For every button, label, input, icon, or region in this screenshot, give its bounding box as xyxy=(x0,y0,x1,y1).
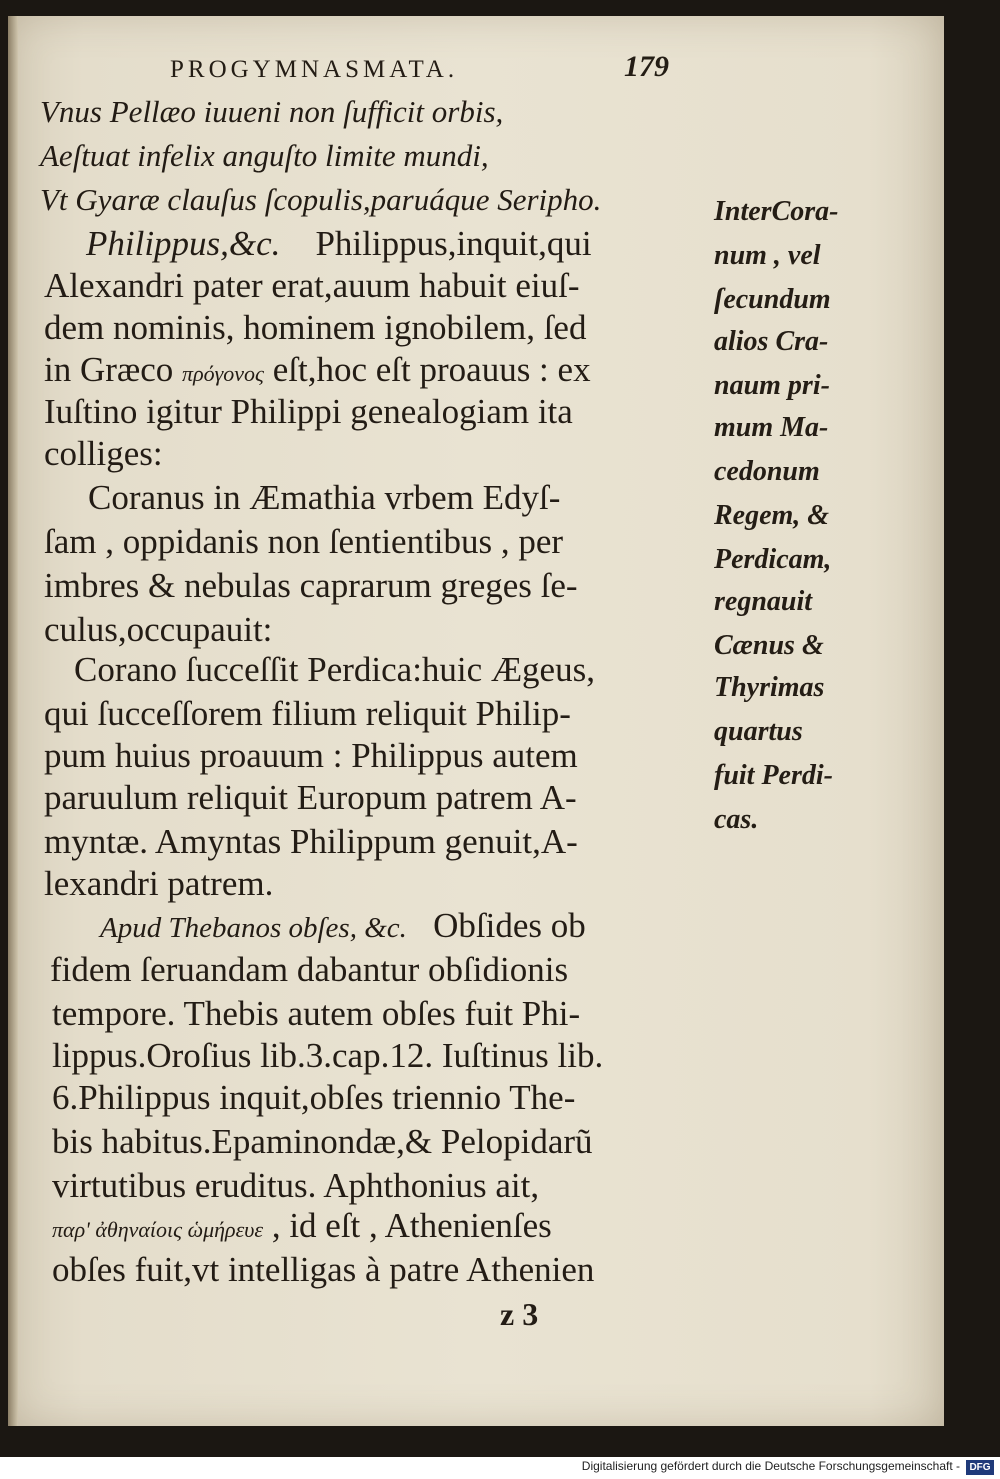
lemma: Apud Thebanos obſes, &c. xyxy=(100,912,407,944)
body-line: Coranus in Æmathia vrbem Edyſ- xyxy=(88,478,561,517)
page-number: 179 xyxy=(624,50,669,83)
line-text: eſt,hoc eſt proauus : ex xyxy=(272,350,591,389)
line-text: in Græco xyxy=(44,350,174,389)
funding-notice: Digitalisierung gefördert durch die Deutsche Forschungsgemeinschaft - xyxy=(581,1459,960,1473)
lemma: Philippus,&c. xyxy=(86,224,281,263)
body-line xyxy=(100,906,586,946)
margin-note-line: mum Ma- xyxy=(714,412,829,443)
verse-line: Aeſtuat infelix anguſto limite mundi, xyxy=(40,138,489,173)
body-line: 6.Philippus inquit,obſes triennio The- xyxy=(52,1078,576,1117)
verse-line: Vnus Pellæo iuueni non ſufficit orbis, xyxy=(40,94,504,129)
margin-note-line: Regem, & xyxy=(714,500,830,531)
body-line: Iuſtino igitur Philippi genealogiam ita xyxy=(44,392,573,431)
margin-note-line: Thyrimas xyxy=(714,672,825,703)
body-line: imbres & nebulas caprarum greges ſe- xyxy=(44,566,578,605)
body-line: colliges: xyxy=(44,434,163,473)
body-line: dem nominis, hominem ignobilem, ſed xyxy=(44,308,587,347)
verse-line: Vt Gyaræ clauſus ſcopulis,paruáque Seripho. xyxy=(40,182,602,217)
body-line: qui ſucceſſorem filium reliquit Philip- xyxy=(44,694,571,733)
running-head: PROGYMNASMATA. xyxy=(170,56,459,83)
margin-note-line: alios Cra- xyxy=(714,326,829,357)
dfg-logo[interactable]: DFG xyxy=(966,1460,994,1475)
margin-note-line: naum pri- xyxy=(714,370,830,401)
body-line: pum huius proauum : Philippus autem xyxy=(44,736,578,775)
greek-word: πρόγονος xyxy=(182,361,264,386)
margin-note-line: cedonum xyxy=(714,456,820,487)
body-line xyxy=(86,224,592,264)
body-line: virtutibus eruditus. Aphthonius ait, xyxy=(52,1166,540,1205)
signature-mark: z 3 xyxy=(500,1296,539,1332)
line-text: Philippus,inquit,qui xyxy=(315,224,592,263)
body-line xyxy=(44,350,591,390)
margin-note-line: regnauit xyxy=(714,586,813,617)
body-line: Alexandri pater erat,auum habuit eiuſ- xyxy=(44,266,580,305)
body-line: lippus.Oroſius lib.3.cap.12. Iuſtinus lib. xyxy=(52,1036,604,1075)
body-line: obſes fuit,vt intelligas à patre Athenien xyxy=(52,1250,595,1289)
body-line: paruulum reliquit Europum patrem A- xyxy=(44,778,577,817)
body-line: myntæ. Amyntas Philippum genuit,A- xyxy=(44,822,578,861)
body-line: fidem ſeruandam dabantur obſidionis xyxy=(50,950,569,989)
margin-note-line: cas. xyxy=(714,804,759,835)
footer-bar xyxy=(0,1457,1000,1479)
body-line: culus,occupauit: xyxy=(44,610,273,649)
body-line: bis habitus.Epaminondæ,& Pelopidarũ xyxy=(52,1122,593,1161)
margin-note-line: ſecundum xyxy=(714,284,831,315)
line-text: Obſides ob xyxy=(433,906,586,945)
line-text: , id eſt , Athenienſes xyxy=(271,1206,552,1245)
margin-note-line: quartus xyxy=(714,716,803,747)
page-gutter xyxy=(8,16,18,1426)
greek-phrase: παρ' ἀθηναίοις ὡμήρευε xyxy=(52,1217,264,1242)
body-line: lexandri patrem. xyxy=(44,864,274,903)
margin-note-line: Perdicam, xyxy=(714,544,832,575)
body-line: Corano ſucceſſit Perdica:huic Ægeus, xyxy=(74,650,595,689)
margin-note-line: Cænus & xyxy=(714,630,824,661)
margin-note-line: num , vel xyxy=(714,240,821,271)
margin-note-line: InterCora- xyxy=(714,196,839,227)
body-line xyxy=(52,1206,552,1246)
body-line: tempore. Thebis autem obſes fuit Phi- xyxy=(52,994,581,1033)
margin-note-line: fuit Perdi- xyxy=(714,760,833,791)
body-line: ſam , oppidanis non ſentientibus , per xyxy=(44,522,564,561)
